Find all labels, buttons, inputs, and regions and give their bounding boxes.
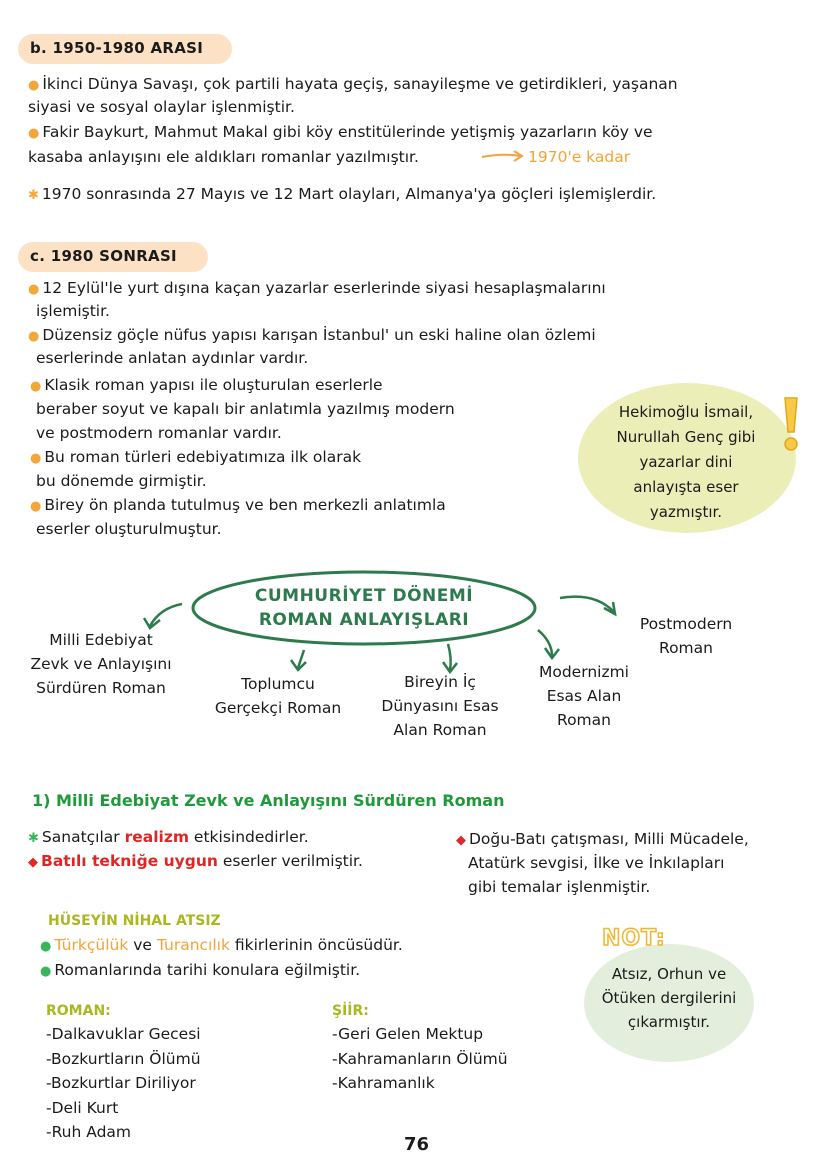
bullet-icon: ● (28, 126, 40, 141)
list-item: -Deli Kurt (46, 1098, 119, 1117)
section-c-text: bu dönemde girmiştir. (36, 472, 207, 490)
bullet-icon: ✱ (28, 188, 39, 203)
node-toplumcu: Toplumcu Gerçekçi Roman (214, 675, 342, 717)
list-item: -Geri Gelen Mektup (332, 1025, 484, 1043)
section-c-bullet-5: ● Birey ön planda tutulmuş ve ben merkezli anlatımla (30, 496, 446, 514)
section-c-heading: c. 1980 SONRASI (18, 242, 208, 272)
bullet-icon: ● (30, 379, 42, 394)
section-c-bullet-4: ● Bu roman türleri edebiyatımıza ilk olarak (30, 448, 362, 466)
section-1-left-bullet-1: ✱ Sanatçılar realizm etkisindedirler. (28, 828, 309, 846)
section-b-bullet-1: ● İkinci Dünya Savaşı, çok partili hayata geçiş, sanayileşme ve getirdikleri, yaşanan (28, 75, 678, 93)
bullet-icon: ● (30, 451, 42, 466)
section-b-bullet-2: ● Fakir Baykurt, Mahmut Makal gibi köy enstitülerinde yetişmiş yazarların köy ve (28, 123, 653, 141)
section-c-bullet-2: ● Düzensiz göçle nüfus yapısı karışan İstanbul' un eski haline olan özlemi (28, 326, 596, 344)
section-1-right-text: Atatürk sevgisi, İlke ve İnkılapları (468, 854, 725, 872)
section-c-text: ve postmodern romanlar vardır. (36, 424, 282, 442)
node-milli-edebiyat: Milli Edebiyat Zevk ve Anlayışını Sürdüren Roman (30, 631, 172, 697)
list-item: -Ruh Adam (46, 1123, 132, 1141)
section-c-text: eserlerinde anlatan aydınlar vardır. (36, 349, 309, 367)
diagram-center-title: CUMHURİYET DÖNEMİ ROMAN ANLAYIŞLARI (254, 586, 474, 630)
arrow-to-modernizm (538, 630, 552, 656)
section-1-heading: 1) Milli Edebiyat Zevk ve Anlayışını Sürdüren Roman (32, 791, 505, 810)
node-bireyin: Bireyin İç Dünyasını Esas Alan Roman (381, 673, 499, 739)
node-postmodern: Postmodern Roman (639, 615, 733, 657)
section-c-bullet-3: ● Klasik roman yapısı ile oluşturulan eserlerle (30, 376, 383, 394)
note-text: Atsız, Orhun ve Ötüken dergilerini çıkarmıştır. (601, 965, 737, 1031)
section-c-text: eserler oluşturulmuştur. (36, 520, 222, 538)
list-item: -Bozkurtlar Diriliyor (46, 1074, 196, 1092)
bullet-icon: ◆ (28, 855, 38, 870)
bullet-icon: ● (30, 499, 42, 514)
section-b-bullet-3: ✱ 1970 sonrasında 27 Mayıs ve 12 Mart olayları, Almanya'ya göçleri işlemişlerdir. (28, 185, 657, 203)
section-b-heading: b. 1950-1980 ARASI (18, 34, 232, 64)
page-number: 76 (404, 1134, 430, 1155)
siir-heading: ŞİİR: (332, 1003, 369, 1019)
exclamation-icon (778, 392, 804, 454)
roman-heading: ROMAN: (46, 1003, 111, 1019)
atsiz-heading: HÜSEYİN NİHAL ATSIZ (48, 913, 221, 929)
arrow-to-bireyin (448, 644, 451, 670)
callout-text: Hekimoğlu İsmail, Nurullah Genç gibi yazarlar dini anlayışta eser yazmıştır. (616, 403, 756, 521)
roman-list (46, 1022, 201, 1145)
list-item: -Dalkavuklar Gecesi (46, 1025, 201, 1043)
siir-list (332, 1022, 508, 1096)
list-item: -Kahramanların Ölümü (332, 1049, 508, 1068)
bullet-icon: ● (28, 78, 40, 93)
section-c-text: beraber soyut ve kapalı bir anlatımla yazılmış modern (36, 400, 455, 418)
section-1-right-bullet: ◆ Doğu-Batı çatışması, Milli Mücadele, (456, 830, 749, 848)
bullet-icon: ● (28, 282, 40, 297)
bullet-icon: ◆ (456, 833, 466, 848)
note-1970: 1970'e kadar (528, 148, 631, 166)
section-1-left-bullet-2: ◆ Batılı tekniğe uygun eserler verilmiştir. (28, 852, 363, 870)
atsiz-line-1: ● Türkçülük ve Turancılık fikirlerinin öncüsüdür. (40, 936, 403, 954)
bullet-icon: ● (28, 329, 40, 344)
section-c-text: işlemiştir. (36, 302, 110, 320)
section-1-right-text: gibi temalar işlenmiştir. (468, 878, 651, 896)
list-item: -Kahramanlık (332, 1074, 435, 1092)
node-modernizm: Modernizmi Esas Alan Roman (538, 663, 629, 729)
note-label: NOT: (602, 926, 666, 951)
section-c-bullet-1: ● 12 Eylül'le yurt dışına kaçan yazarlar eserlerinde siyasi hesaplaşmalarını (28, 279, 606, 297)
bullet-icon: ● (40, 964, 52, 979)
bullet-icon: ● (40, 939, 52, 954)
list-item: -Bozkurtların Ölümü (46, 1049, 201, 1068)
section-b-text: kasaba anlayışını ele aldıkları romanlar yazılmıştır. (28, 148, 419, 166)
section-b-text: siyasi ve sosyal olaylar işlenmiştir. (28, 98, 295, 116)
arrow-right-icon (480, 149, 526, 163)
atsiz-line-2: ● Romanlarında tarihi konulara eğilmiştir. (40, 961, 361, 979)
bullet-icon: ✱ (28, 831, 39, 846)
